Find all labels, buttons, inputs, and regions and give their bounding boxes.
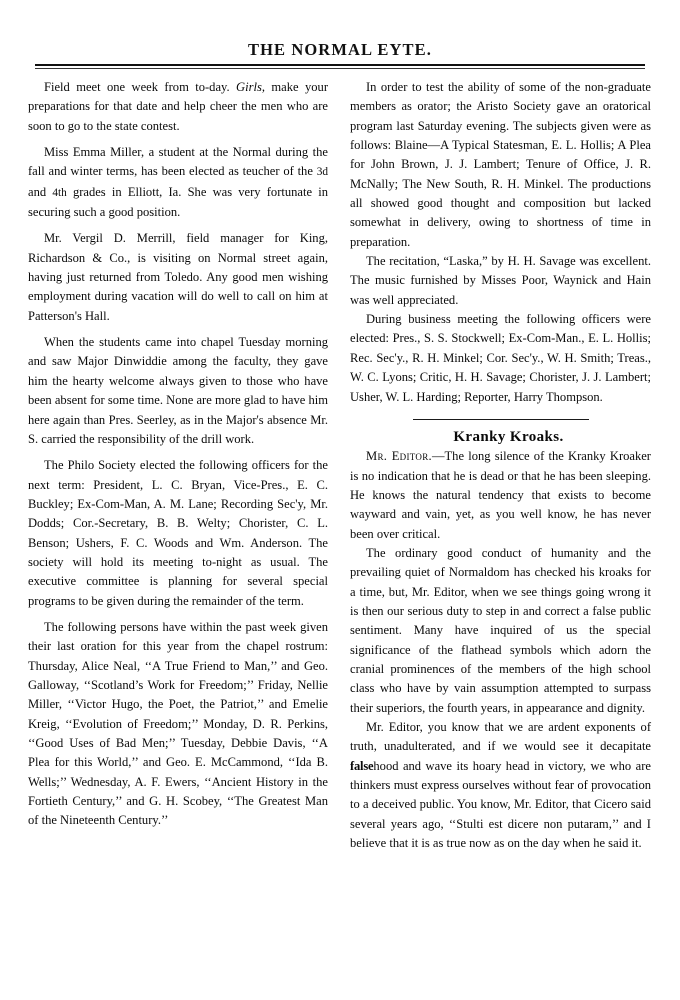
word-false-heavy-ink: false — [350, 758, 374, 773]
masthead — [0, 40, 680, 60]
paragraph-orations: The following persons have within the past week given their last oration for this year from the chapel rostrum: Thursday, Alice Neal, ‘‘A True Friend to Man,’’ and Geo. Galloway, ‘‘Scotland’s Work for Freedom;’’ Friday, Nellie Miller, ‘‘Victor Hugo, the Poet, the Patriot,’’ and Emelie Kreig, ‘‘Evolution of Freedom;’’ Monday, D. R. Perkins, ‘‘Good Uses of Bad Men;’’ Tuesday, Debbie Davis, ‘‘A Plea for this World,’’ and Geo. E. McCammond, ‘‘Ida B. Wells;’’ Wednesday, A. F. Ewers, ‘‘Ancient History in the Fortieth Century,’’ and G. H. Scobey, ‘‘The Greatest Man of the Nineteenth Century.’’ — [28, 619, 328, 828]
rule-thin-line — [35, 68, 645, 69]
grade-number-3d: 3d — [316, 166, 328, 179]
paragraph-field-meet — [28, 78, 328, 136]
right-column — [350, 78, 651, 853]
field-meet-emphasis: Girls, — [236, 80, 265, 94]
editor-salutation: Mr. Editor. — [366, 449, 432, 464]
paragraph-emma-miller — [28, 143, 328, 222]
field-meet-text-1: Field meet one week from to-day. — [44, 80, 230, 94]
emma-miller-text-2: grades in Elliott, Ia. She was very fortunate in securing such a good position. — [28, 184, 328, 220]
kranky-cicero-text-2: hood and wave its hoary head in victory, we who are thinkers must express ourselves without fear of provocation to a deceived public. You know, Mr. Editor, that Cicero said several years ago, ‘‘Stulti est dicere non putaram,’’ and I believe that it is as true now as on the day when he said it. — [350, 758, 651, 851]
emma-miller-conjunction: and — [28, 184, 47, 199]
paragraph-kranky-flathead: The ordinary good conduct of humanity and the prevailing quiet of Normaldom has checked his kroaks for a time, but, Mr. Editor, when we see things going wrong it is then our serious duty to step in and correct a false public sentiment. Many have inquired of us the special significance of the flathead symbols which adorn the cranial prominences of the members of the high school class who have by vain assumption attempted to surpass their superiors, the fourth years, in appearance and dignity. — [350, 545, 651, 715]
paragraph-philo-society: The Philo Society elected the following officers for the next term: President, L. C. Bryan, Vice-Pres., E. C. Buckley; Ex-Com-Man, A. M. Lane; Recording Sec'y, Mr. Dodds; Cor.-Secretary, B. B. Welty; Chorister, C. L. Benson; Ushers, F. C. Woods and Wm. Anderson. The society will hold its meeting to-night as usual. The executive committee is planning for several special programs to be given during the remainder of the term. — [28, 458, 328, 608]
rule-thick-line — [35, 64, 645, 66]
left-column — [28, 78, 328, 831]
paragraph-kranky-opening — [350, 447, 651, 544]
kranky-opening-text: The long silence of the Kranky Kroaker is no indication that he is dead or that he has been sleeping. He knows the natural tendency that exists to become wayward and vain, yet, as you well know, he has never been over critical. — [350, 449, 651, 541]
salutation-dash: — — [431, 449, 445, 464]
kranky-cicero-text-1: Mr. Editor, you know that we are ardent exponents of truth, unadulterated, and if we would see it decapitate — [350, 720, 651, 754]
paragraph-kranky-cicero — [350, 718, 651, 853]
paragraph-recitation-laska: The recitation, “Laska,” by H. H. Savage was excellent. The music furnished by Misses Poor, Waynick and Hain was well appreciated. — [350, 254, 651, 307]
field-meet-text-2: make your preparations for that date and help cheer the men who are soon to go to the state contest. — [28, 80, 328, 133]
masthead-double-rule — [35, 64, 645, 69]
grade-number-4th: 4th — [52, 186, 67, 199]
paragraph-aristo-officers: During business meeting the following officers were elected: Pres., S. S. Stockwell; Ex-Com-Man., E. L. Hollis; Rec. Sec'y., R. H. Minkel; Cor. Sec'y., W. H. Smith; Treas., W. C. Lyons; Critic, H. H. Savage; Chorister, J. J. Lambert; Usher, W. L. Harding; Reporter, Harry Thompson. — [350, 312, 651, 404]
paragraph-major-dinwiddie: When the students came into chapel Tuesday morning and saw Major Dinwiddie among the faculty, they gave him the hearty welcome always given to those who have been absent for some time. None are more glad to have him here again than Pres. Seerley, as in the Major's absence Mr. S. carried the responsibility of the drill work. — [28, 335, 328, 446]
publication-title: THE NORMAL EYTE. — [247, 40, 432, 59]
section-divider-rule — [413, 419, 589, 420]
paragraph-aristo-society: In order to test the ability of some of the non-graduate members as orator; the Aristo Society gave an oratorical program last Saturday evening. The subjects given were as follows: Blaine—A Typical Statesman, E. L. Hollis; A Plea for John Brown, J. J. Lambert; Tenure of Office, J. R. McNally; The New South, R. H. Minkel. The productions all showed good thought and composition but lacked somewhat in delivery, owing to shortness of time in preparation. — [350, 80, 651, 249]
paragraph-vergil-merrill: Mr. Vergil D. Merrill, field manager for King, Richardson & Co., is visiting on Normal street again, having just returned from Toledo. Any good men wishing employment during vacation will do well to call on him at Patterson's Hall. — [28, 231, 328, 323]
emma-miller-text-1: Miss Emma Miller, a student at the Normal during the fall and winter terms, has been elected as teucher of the — [28, 145, 328, 179]
section-heading-kranky-kroaks: Kranky Kroaks. — [453, 428, 564, 445]
